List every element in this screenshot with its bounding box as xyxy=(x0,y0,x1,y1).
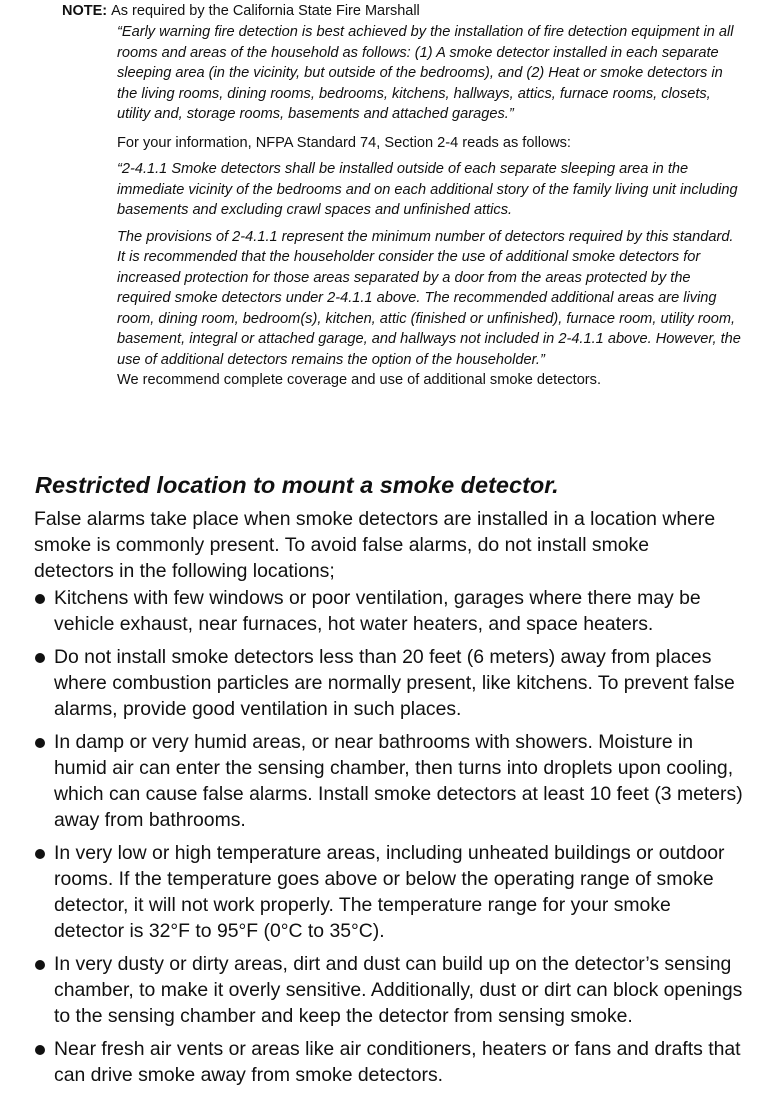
section-intro: False alarms take place when smoke detectors are installed in a location where smoke is commonly present. To avoid false alarms, do not install smoke detectors in the following locations; xyxy=(34,508,716,582)
bullet-icon xyxy=(35,1045,45,1055)
nfpa-quote-paragraph-2: The provisions of 2-4.1.1 represent the minimum number of detectors required by this standard. It is recommended that the householder consider the use of additional smoke detectors for increased protection for those areas separated by a door from the areas protected by the required smoke detectors under 2-4.1.1 above. The recommended additional areas are living room, dining room, bedroom(s), kitchen, attic (finished or unfinished), furnace room, utility room, basement, integral or attached garage, and hallways not included in 2-4.1.1 above. However, the use of additional detectors remains the option of the householder.” xyxy=(117,228,741,368)
bullet-icon xyxy=(35,960,45,970)
recommendation-line: We recommend complete coverage and use of additional smoke detectors. xyxy=(117,372,602,388)
fire-marshall-quote: “Early warning fire detection is best achieved by the installation of fire detection equipment in all rooms and areas of the household as follows: (1) A smoke detector installed in each separate sleeping area (in the vicinity, but outside of the bedrooms), and (2) Heat or smoke detectors in the living rooms, dining rooms, bedrooms, kitchens, hallways, attics, furnace rooms, closets, utility and, storage rooms, basements and attached garages.” xyxy=(117,24,734,122)
bullet-icon xyxy=(35,849,45,859)
note-intro: As required by the California State Fire Marshall xyxy=(111,3,420,19)
note-label: NOTE: xyxy=(62,3,108,19)
section-title: Restricted location to mount a smoke detector. xyxy=(35,472,559,498)
nfpa-quote-paragraph-1: “2-4.1.1 Smoke detectors shall be installed outside of each separate sleeping area in the immediate vicinity of the bedrooms and on each additional story of the family living unit including basements and excluding crawl spaces and unfinished attics. xyxy=(117,161,738,218)
list-item-text: In damp or very humid areas, or near bathrooms with showers. Moisture in humid air can enter the sensing chamber, then turns into droplets upon cooling, which can cause false alarms. Install smoke detectors at least 10 feet (3 meters) away from bathrooms. xyxy=(54,731,743,831)
list-item-text: Near fresh air vents or areas like air conditioners, heaters or fans and drafts that can drive smoke away from smoke detectors. xyxy=(54,1038,741,1086)
list-item-text: In very dusty or dirty areas, dirt and dust can build up on the detector’s sensing chamber, to make it overly sensitive. Additionally, dust or dirt can block openings to the sensing chamber and keep the detector from sensing smoke. xyxy=(54,953,743,1027)
list-item xyxy=(34,585,746,637)
list-item-text: In very low or high temperature areas, including unheated buildings or outdoor rooms. If the temperature goes above or below the operating range of smoke detector, it will not work properly. The temperature range for your smoke detector is 32°F to 95°F (0°C to 35°C). xyxy=(54,842,725,942)
note-header xyxy=(62,1,420,21)
note-body xyxy=(117,22,742,391)
list-item xyxy=(34,1036,746,1088)
nfpa-info-line: For your information, NFPA Standard 74, Section 2-4 reads as follows: xyxy=(117,134,571,151)
list-item xyxy=(34,951,746,1029)
bullet-icon xyxy=(35,653,45,663)
list-item-text: Kitchens with few windows or poor ventilation, garages where there may be vehicle exhaust, near furnaces, hot water heaters, and space heaters. xyxy=(54,587,701,635)
bullet-icon xyxy=(35,738,45,748)
bullet-icon xyxy=(35,594,45,604)
list-item-text: Do not install smoke detectors less than 20 feet (6 meters) away from places where combustion particles are normally present, like kitchens. To prevent false alarms, provide good ventilation in such places. xyxy=(54,646,735,720)
list-item xyxy=(34,729,746,833)
list-item xyxy=(34,644,746,722)
restricted-locations-list xyxy=(34,585,746,1095)
list-item xyxy=(34,840,746,944)
